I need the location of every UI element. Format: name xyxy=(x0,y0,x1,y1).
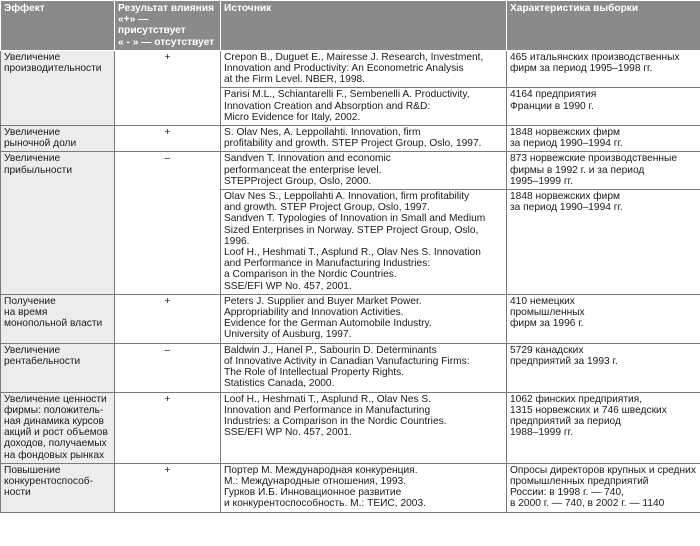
source-cell: Loof H., Heshmati T., Asplund R., Olav Nes S. Innovation and Performance in Manufacturing Industries: a Comparison in the Nordic Countries. SSE/EFI WP No. 457, 2001. xyxy=(221,392,507,463)
sample-cell: 5729 канадских предприятий за 1993 г. xyxy=(507,343,700,392)
sample-cell: 1062 финских предприятия, 1315 норвежских и 746 шведских предприятий за период 1988–1999 гг. xyxy=(507,392,700,463)
effect-cell: Увеличение производительности xyxy=(1,50,115,125)
effect-cell: Увеличение прибыльности xyxy=(1,152,115,294)
result-cell: – xyxy=(115,152,221,294)
sample-cell: 4164 предприятия Франции в 1990 г. xyxy=(507,88,700,126)
table-row xyxy=(1,126,700,152)
header-row xyxy=(1,1,700,51)
table-body xyxy=(1,50,700,512)
table-row xyxy=(1,50,700,88)
source-cell: Parisi M.L., Schiantarelli F., Sembenelli A. Productivity, Innovation Creation and Absorption and R&D: Micro Evidence for Italy, 2002. xyxy=(221,88,507,126)
effect-cell: Повышение конкурентоспособ- ности xyxy=(1,463,115,512)
sample-cell: Опросы директоров крупных и средних промышленных предприятий России: в 1998 г. — 740, в 2000 г. — 740, в 2002 г. — 1140 xyxy=(507,463,700,512)
sample-cell: 1848 норвежских фирм за период 1990–1994 гг. xyxy=(507,126,700,152)
source-cell: Baldwin J., Hanel P., Sabourin D. Determinants of Innovative Activity in Canadian Vanufacturing Firms: The Role of Intellectual Property Rights. Statistics Canada, 2000. xyxy=(221,343,507,392)
header-sample: Характеристика выборки xyxy=(507,1,700,51)
source-cell: Crepon B., Duguet E., Mairesse J. Research, Investment, Innovation and Productivity: An Econometric Analysis at the Firm Level. NBER, 1998. xyxy=(221,50,507,88)
table-row xyxy=(1,152,700,190)
table-row xyxy=(1,343,700,392)
source-cell: S. Olav Nes, A. Leppollahti. Innovation, firm profitability and growth. STEP Project Group, Oslo, 1997. xyxy=(221,126,507,152)
sample-cell: 873 норвежские производственные фирмы в 1992 г. и за период 1995–1999 гг. xyxy=(507,152,700,190)
result-cell: + xyxy=(115,294,221,343)
source-cell: Peters J. Supplier and Buyer Market Power. Appropriability and Innovation Activities. Evidence for the German Automobile Industry. University of Ausburg, 1997. xyxy=(221,294,507,343)
result-cell: + xyxy=(115,50,221,125)
source-cell: Olav Nes S., Leppollahti A. Innovation, firm profitability and growth. STEP Project Group, Oslo, 1997. Sandven T. Typologies of Innovation in Small and Medium Sized Enterprises in Norway. STEP Project Group, Oslo, 1996. Loof H., Heshmati T., Asplund R., Olav Nes S. Innovation and Performance in Manufacturing Industries: a Comparison in the Nordic Countries. SSE/EFI WP No. 457, 2001. xyxy=(221,190,507,295)
sample-cell: 410 немецких промышленных фирм за 1996 г. xyxy=(507,294,700,343)
source-cell: Портер М. Международная конкуренция. М.: Международные отношения, 1993. Гурков И.Б. Инновационное развитие и конкурентоспособность. М.: ТЕИС, 2003. xyxy=(221,463,507,512)
source-cell: Sandven T. Innovation and economic performanceat the enterprise level. STEPProject Group, Oslo, 2000. xyxy=(221,152,507,190)
effect-cell: Увеличение рентабельности xyxy=(1,343,115,392)
sample-cell: 465 итальянских производственных фирм за период 1995–1998 гг. xyxy=(507,50,700,88)
effect-cell: Увеличение ценности фирмы: положитель- ная динамика курсов акций и рост объемов доходов, получаемых на фондовых рынках xyxy=(1,392,115,463)
table-row xyxy=(1,463,700,512)
result-cell: + xyxy=(115,392,221,463)
effect-cell: Получение на время монопольной власти xyxy=(1,294,115,343)
header-result: Результат влияния «+» — присутствует « - » — отсутствует xyxy=(115,1,221,51)
result-cell: + xyxy=(115,463,221,512)
effect-cell: Увеличение рыночной доли xyxy=(1,126,115,152)
table-row xyxy=(1,392,700,463)
result-cell: – xyxy=(115,343,221,392)
header-source: Источник xyxy=(221,1,507,51)
table-row xyxy=(1,294,700,343)
header-effect: Эффект xyxy=(1,1,115,51)
sample-cell: 1848 норвежских фирм за период 1990–1994 гг. xyxy=(507,190,700,295)
result-cell: + xyxy=(115,126,221,152)
